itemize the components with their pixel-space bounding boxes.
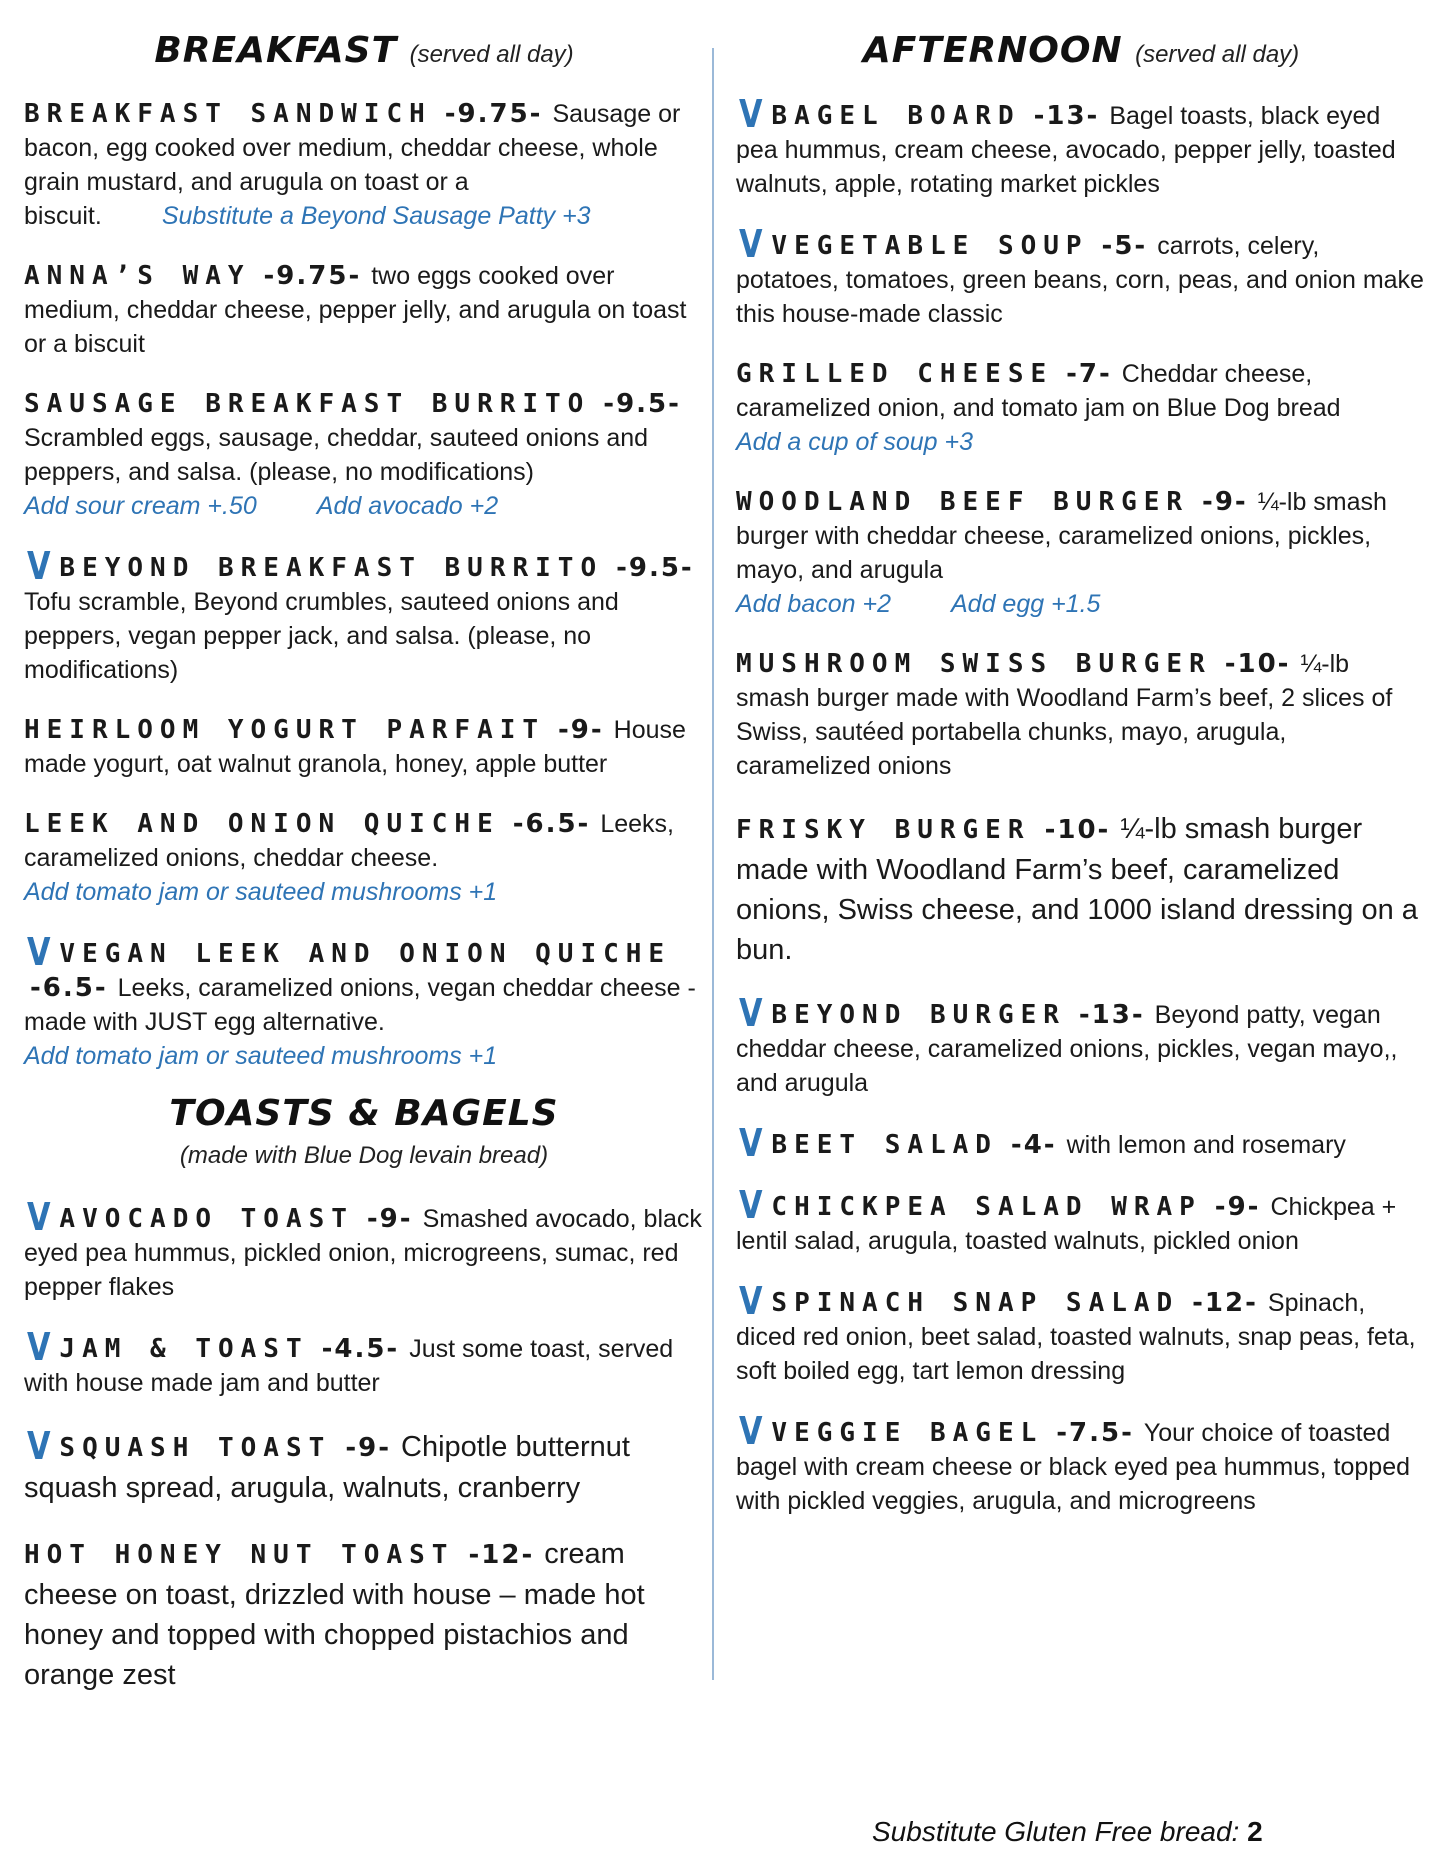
gluten-free-text: Substitute Gluten Free bread:	[872, 1816, 1240, 1847]
item-price: -9-	[1214, 1192, 1261, 1222]
item-name: SQUASH TOAST	[59, 1433, 332, 1463]
item-addon: Add tomato jam or sauteed mushrooms +1	[24, 1042, 498, 1070]
menu-item	[24, 1426, 704, 1508]
toasts-subtitle: (made with Blue Dog levain bread)	[179, 1142, 549, 1169]
item-description: with lemon and rosemary	[1066, 1131, 1346, 1159]
item-name: MUSHROOM SWISS BURGER	[736, 649, 1212, 679]
item-name: SPINACH SNAP SALAD	[771, 1288, 1180, 1318]
vegan-marker: V	[26, 930, 51, 974]
breakfast-items	[24, 97, 704, 1073]
menu-item	[736, 485, 1426, 621]
vegan-marker: V	[738, 1409, 763, 1453]
item-name: SAUSAGE BREAKFAST BURRITO	[24, 389, 591, 419]
menu-item	[24, 807, 704, 909]
vegan-marker: V	[26, 544, 51, 588]
left-column	[24, 30, 704, 1721]
item-description: Sausage or bacon, egg cooked over medium, cheddar cheese, whole grain mustard, and arugula on toast or a biscuit.	[24, 100, 681, 230]
menu-item	[736, 991, 1426, 1100]
vegan-marker: V	[26, 1424, 51, 1468]
item-price: -6.5-	[30, 973, 108, 1003]
item-price: -4.5-	[321, 1334, 400, 1364]
menu-item	[736, 1409, 1426, 1518]
item-description: Spinach, diced red onion, beet salad, toasted walnuts, snap peas, feta, soft boiled egg, tart lemon dressing	[736, 1289, 1416, 1385]
menu-item	[24, 1195, 704, 1304]
item-price: -4-	[1010, 1130, 1057, 1160]
item-description: Chickpea + lentil salad, arugula, toasted walnuts, pickled onion	[736, 1193, 1397, 1255]
item-name: FRISKY BURGER	[736, 815, 1031, 845]
item-price: -9.5-	[616, 553, 694, 583]
afternoon-title: AFTERNOON	[862, 30, 1123, 71]
item-name: JAM & TOAST	[59, 1334, 309, 1364]
vegan-marker: V	[26, 1325, 51, 1369]
menu-item	[24, 1325, 704, 1400]
item-addons	[24, 1039, 704, 1073]
gluten-free-price: 2	[1247, 1816, 1263, 1847]
gluten-free-note	[872, 1816, 1263, 1848]
vegan-marker: V	[738, 1183, 763, 1227]
item-price: -9-	[557, 715, 604, 745]
column-divider	[712, 48, 714, 1680]
item-description: Leeks, caramelized onions, cheddar cheese.	[24, 810, 674, 872]
item-price: -9.5-	[603, 389, 681, 419]
item-name: HOT HONEY NUT TOAST	[24, 1540, 455, 1570]
vegan-marker: V	[738, 991, 763, 1035]
breakfast-title: BREAKFAST	[154, 30, 398, 71]
menu-item	[24, 259, 704, 361]
item-addon: Add egg +1.5	[951, 590, 1101, 618]
item-description: Tofu scramble, Beyond crumbles, sauteed onions and peppers, vegan pepper jack, and salsa. (please, no modifications)	[24, 588, 619, 684]
toasts-header	[24, 1093, 704, 1170]
item-name: BEYOND BURGER	[771, 1000, 1066, 1030]
item-description: carrots, celery, potatoes, tomatoes, green beans, corn, peas, and onion make this house-made classic	[736, 232, 1424, 328]
vegan-marker: V	[738, 1121, 763, 1165]
item-price: -12-	[468, 1540, 535, 1570]
item-price: -9.75-	[263, 261, 362, 291]
item-description: Chipotle butternut squash spread, arugula, walnuts, cranberry	[24, 1431, 630, 1504]
item-addon: Add a cup of soup +3	[736, 428, 973, 456]
right-column	[736, 30, 1426, 1544]
item-name: LEEK AND ONION QUICHE	[24, 809, 500, 839]
menu-item	[736, 647, 1426, 783]
item-description: House made yogurt, oat walnut granola, honey, apple butter	[24, 716, 686, 778]
menu-item	[24, 97, 704, 233]
item-price: -12-	[1192, 1288, 1258, 1318]
item-description: Beyond patty, vegan cheddar cheese, caramelized onions, pickles, vegan mayo,, and arugula	[736, 1001, 1398, 1097]
item-name: HEIRLOOM YOGURT PARFAIT	[24, 715, 546, 745]
item-price: -10-	[1224, 649, 1291, 679]
vegan-marker: V	[738, 222, 763, 266]
item-description: Your choice of toasted bagel with cream cheese or black eyed pea hummus, topped with pickled veggies, arugula, and microgreens	[736, 1419, 1410, 1515]
item-name: VEGAN LEEK AND ONION QUICHE	[59, 939, 672, 969]
item-description: cream cheese on toast, drizzled with house – made hot honey and topped with chopped pistachios and orange zest	[24, 1538, 645, 1691]
afternoon-header	[736, 30, 1426, 71]
menu-item	[736, 1183, 1426, 1258]
item-addons	[24, 875, 704, 909]
breakfast-note: (served all day)	[409, 41, 574, 68]
item-description: ¼-lb smash burger made with Woodland Farm’s beef, caramelized onions, Swiss cheese, and 1000 island dressing on a bun.	[736, 813, 1418, 966]
item-description: Bagel toasts, black eyed pea hummus, cream cheese, avocado, pepper jelly, toasted walnuts, apple, rotating market pickles	[736, 102, 1396, 198]
item-price: -9.75-	[444, 99, 543, 129]
item-description: Leeks, caramelized onions, vegan cheddar cheese - made with JUST egg alternative.	[24, 974, 696, 1036]
item-name: VEGETABLE SOUP	[771, 231, 1089, 261]
menu-item	[24, 544, 704, 687]
afternoon-note: (served all day)	[1135, 41, 1300, 68]
menu-item	[736, 809, 1426, 970]
item-description: ¼-lb smash burger made with Woodland Farm’s beef, 2 slices of Swiss, sautéed portabella chunks, mayo, arugula, caramelized onions	[736, 650, 1393, 780]
item-price: -13-	[1078, 1000, 1145, 1030]
item-addons	[736, 587, 1426, 621]
item-price: -9-	[345, 1433, 392, 1463]
item-name: ANNA’S WAY	[24, 261, 251, 291]
menu-item	[24, 930, 704, 1073]
item-name: AVOCADO TOAST	[59, 1204, 354, 1234]
item-name: WOODLAND BEEF BURGER	[736, 487, 1190, 517]
menu-item	[736, 357, 1426, 459]
item-price: -5-	[1101, 231, 1148, 261]
item-name: VEGGIE BAGEL	[771, 1418, 1044, 1448]
item-price: -6.5-	[512, 809, 591, 839]
item-name: BREAKFAST SANDWICH	[24, 99, 432, 129]
item-addon: Substitute a Beyond Sausage Patty +3	[161, 202, 591, 230]
item-description: two eggs cooked over medium, cheddar cheese, pepper jelly, and arugula on toast or a biscuit	[24, 262, 687, 358]
item-price: -9-	[366, 1204, 413, 1234]
breakfast-header	[24, 30, 704, 71]
vegan-marker: V	[738, 92, 763, 136]
item-name: BEYOND BREAKFAST BURRITO	[59, 553, 604, 583]
menu-item	[24, 387, 704, 523]
menu-item	[736, 92, 1426, 201]
item-name: BAGEL BOARD	[771, 101, 1021, 131]
item-description: Just some toast, served with house made jam and butter	[24, 1335, 674, 1397]
item-description: Scrambled eggs, sausage, cheddar, sauteed onions and peppers, and salsa. (please, no modifications)	[24, 424, 649, 486]
afternoon-items	[736, 92, 1426, 1518]
toasts-items	[24, 1195, 704, 1695]
menu-item	[736, 1121, 1426, 1165]
item-name: GRILLED CHEESE	[736, 359, 1054, 389]
item-price: -13-	[1033, 101, 1100, 131]
item-addon: Add sour cream +.50	[24, 492, 257, 520]
vegan-marker: V	[26, 1195, 51, 1239]
toasts-title: TOASTS & BAGELS	[169, 1093, 559, 1134]
item-name: BEET SALAD	[771, 1130, 998, 1160]
item-description: Cheddar cheese, caramelized onion, and tomato jam on Blue Dog bread	[736, 360, 1341, 422]
item-addon: Add avocado +2	[316, 492, 499, 520]
item-addon: Add bacon +2	[736, 590, 891, 618]
item-description: Smashed avocado, black eyed pea hummus, pickled onion, microgreens, sumac, red pepper flakes	[24, 1205, 702, 1301]
item-name: CHICKPEA SALAD WRAP	[771, 1192, 1202, 1222]
item-price: -9-	[1202, 487, 1248, 517]
item-price: -7.5-	[1056, 1418, 1134, 1448]
item-addon: Add tomato jam or sauteed mushrooms +1	[24, 878, 498, 906]
item-addons	[736, 425, 1426, 459]
vegan-marker: V	[738, 1279, 763, 1323]
menu-item	[736, 1279, 1426, 1388]
item-addons	[24, 489, 704, 523]
menu-item	[24, 1534, 704, 1695]
item-description: ¼-lb smash burger with cheddar cheese, caramelized onions, pickles, mayo, and arugula	[736, 488, 1387, 584]
item-price: -10-	[1044, 815, 1111, 845]
menu-item	[24, 713, 704, 781]
menu-item	[736, 222, 1426, 331]
item-price: -7-	[1066, 359, 1112, 389]
